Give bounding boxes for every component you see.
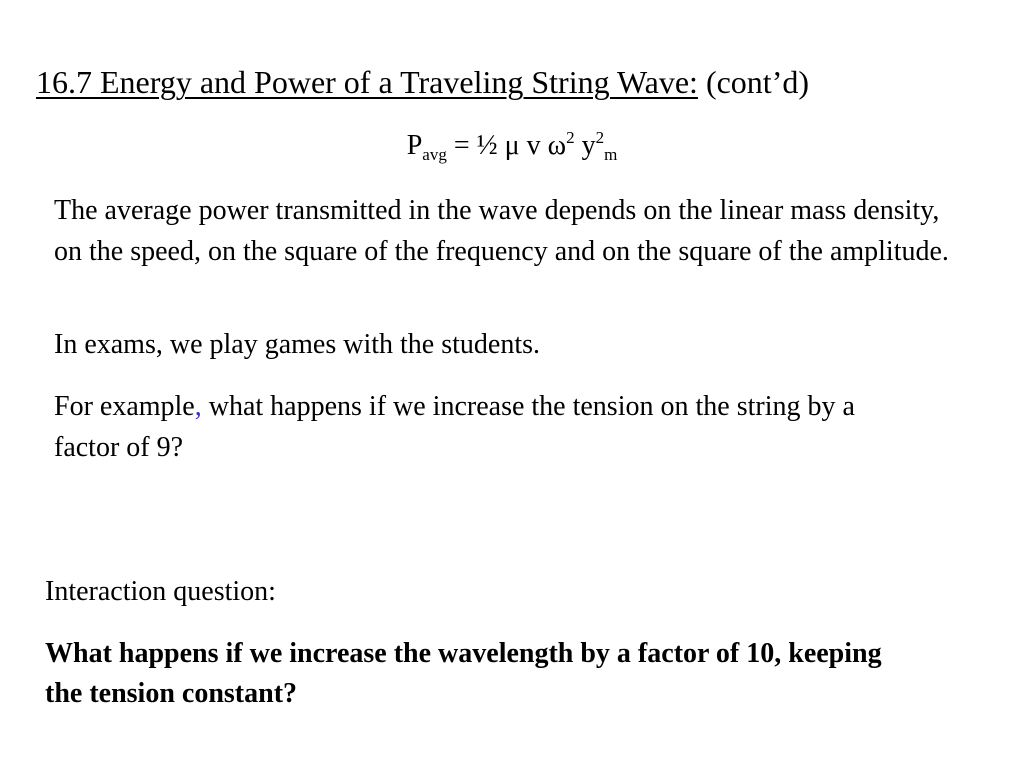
formula-y: y xyxy=(574,130,596,161)
formula-middle: = ½ μ v ω xyxy=(446,130,567,161)
formula-avg-subscript: avg xyxy=(422,145,447,164)
formula-y-exponent: 2 xyxy=(595,128,605,147)
paragraph-average-power: The average power transmitted in the wave depends on the linear mass density, on the speed, on the square of the frequency and on the square of the amplitude. xyxy=(54,195,949,267)
slide-title xyxy=(36,62,809,102)
example-part2: what happens if we increase the tension on the string by a factor of 9? xyxy=(54,391,855,463)
power-formula xyxy=(0,128,1024,164)
formula-y-subscript: m xyxy=(604,145,618,164)
title-suffix: (cont’d) xyxy=(697,64,809,100)
interaction-question-label: Interaction question: xyxy=(45,576,276,607)
interaction-question-text: What happens if we increase the wavelength by a factor of 10, keeping the tension constant? xyxy=(45,638,882,709)
formula-omega-exponent: 2 xyxy=(566,128,575,147)
paragraph-example xyxy=(54,386,914,468)
formula-p: P xyxy=(406,130,423,161)
title-main: 16.7 Energy and Power of a Traveling String Wave: xyxy=(36,64,698,100)
example-part1: For example xyxy=(54,391,195,422)
example-comma: , xyxy=(194,391,202,422)
paragraph-exams: In exams, we play games with the students. xyxy=(54,329,541,360)
